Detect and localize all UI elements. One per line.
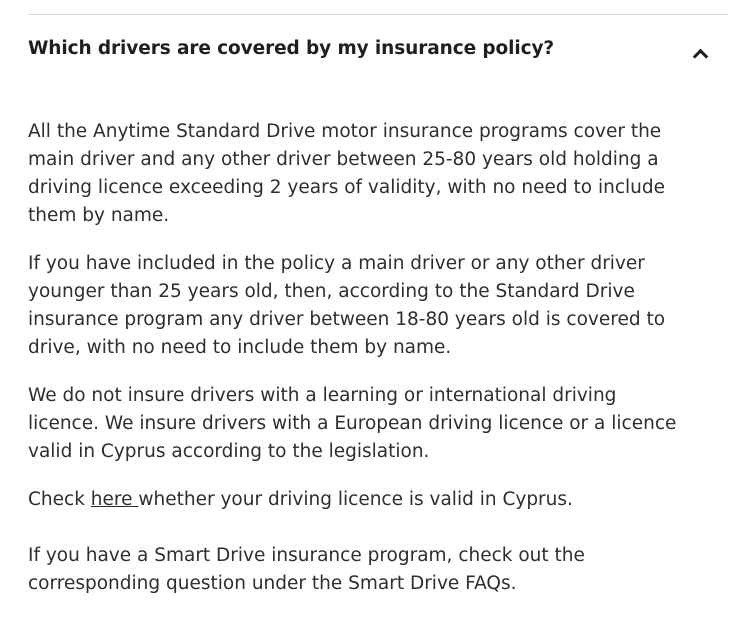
- answer-paragraph: If you have included in the policy a main driver or any other driver younger than 25 years old, then, according to the Standard Drive insurance program any driver between 18-80 years old is covered to drive, with no need to include them by name.: [28, 253, 666, 358]
- faq-answer: [28, 118, 678, 618]
- chevron-up-icon[interactable]: [693, 49, 709, 65]
- faq-question: Which drivers are covered by my insurance policy?: [28, 38, 555, 59]
- check-prefix: Check: [28, 489, 91, 510]
- check-licence-link[interactable]: here: [90, 489, 139, 510]
- answer-paragraph: We do not insure drivers with a learning or international driving licence. We insure drivers with a European driving licence or a licence valid in Cyprus according to the legislation.: [28, 385, 677, 462]
- faq-question-toggle[interactable]: [28, 15, 728, 85]
- faq-item: [28, 0, 728, 594]
- check-licence-paragraph: [28, 486, 678, 514]
- answer-paragraph: All the Anytime Standard Drive motor insurance programs cover the main driver and any other driver between 25-80 years old holding a driving licence exceeding 2 years of validity, with no need to include them by name.: [28, 121, 665, 226]
- smart-drive-paragraph: If you have a Smart Drive insurance program, check out the corresponding question under the Smart Drive FAQs.: [28, 545, 585, 594]
- check-suffix: whether your driving licence is valid in Cyprus.: [138, 489, 573, 510]
